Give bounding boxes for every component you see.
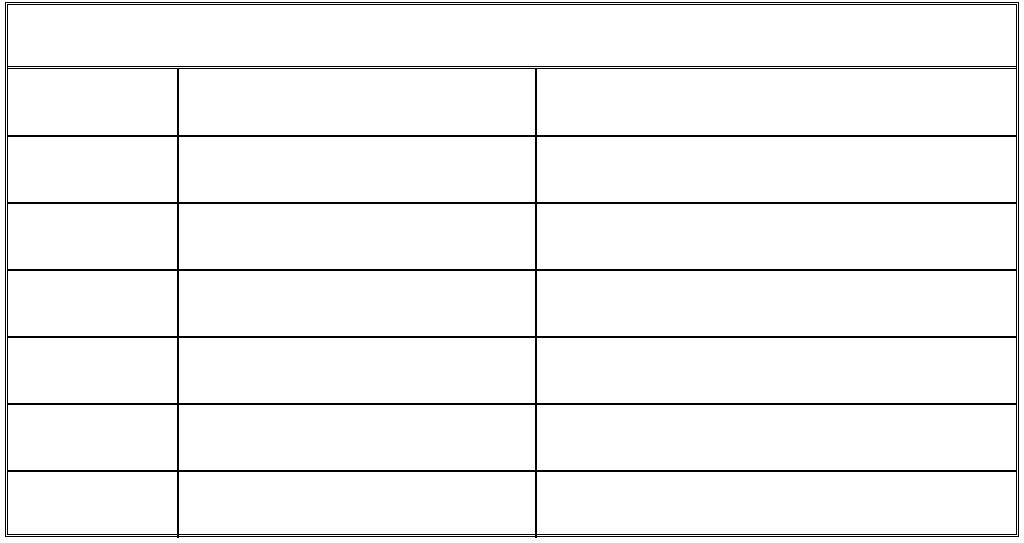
activity-cell [178, 69, 536, 136]
time-cell [8, 203, 178, 270]
details-cell [536, 203, 1016, 270]
activity-cell [178, 471, 536, 538]
details-cell [536, 270, 1016, 337]
activity-cell [178, 136, 536, 203]
table-row [8, 69, 1016, 136]
details-cell [536, 337, 1016, 404]
table-row [8, 270, 1016, 337]
table-row [8, 471, 1016, 538]
activity-cell [178, 404, 536, 471]
time-cell [8, 337, 178, 404]
activity-cell [178, 337, 536, 404]
schedule-table [8, 69, 1016, 538]
time-cell [8, 136, 178, 203]
activity-cell [178, 270, 536, 337]
table-row [8, 203, 1016, 270]
time-cell [8, 471, 178, 538]
table-row [8, 404, 1016, 471]
program-header [8, 5, 1016, 69]
time-cell [8, 69, 178, 136]
details-cell [536, 471, 1016, 538]
program-document [5, 2, 1019, 537]
table-row [8, 136, 1016, 203]
details-cell [536, 404, 1016, 471]
time-cell [8, 270, 178, 337]
activity-cell [178, 203, 536, 270]
time-cell [8, 404, 178, 471]
details-cell [536, 69, 1016, 136]
table-row [8, 337, 1016, 404]
details-cell [536, 136, 1016, 203]
